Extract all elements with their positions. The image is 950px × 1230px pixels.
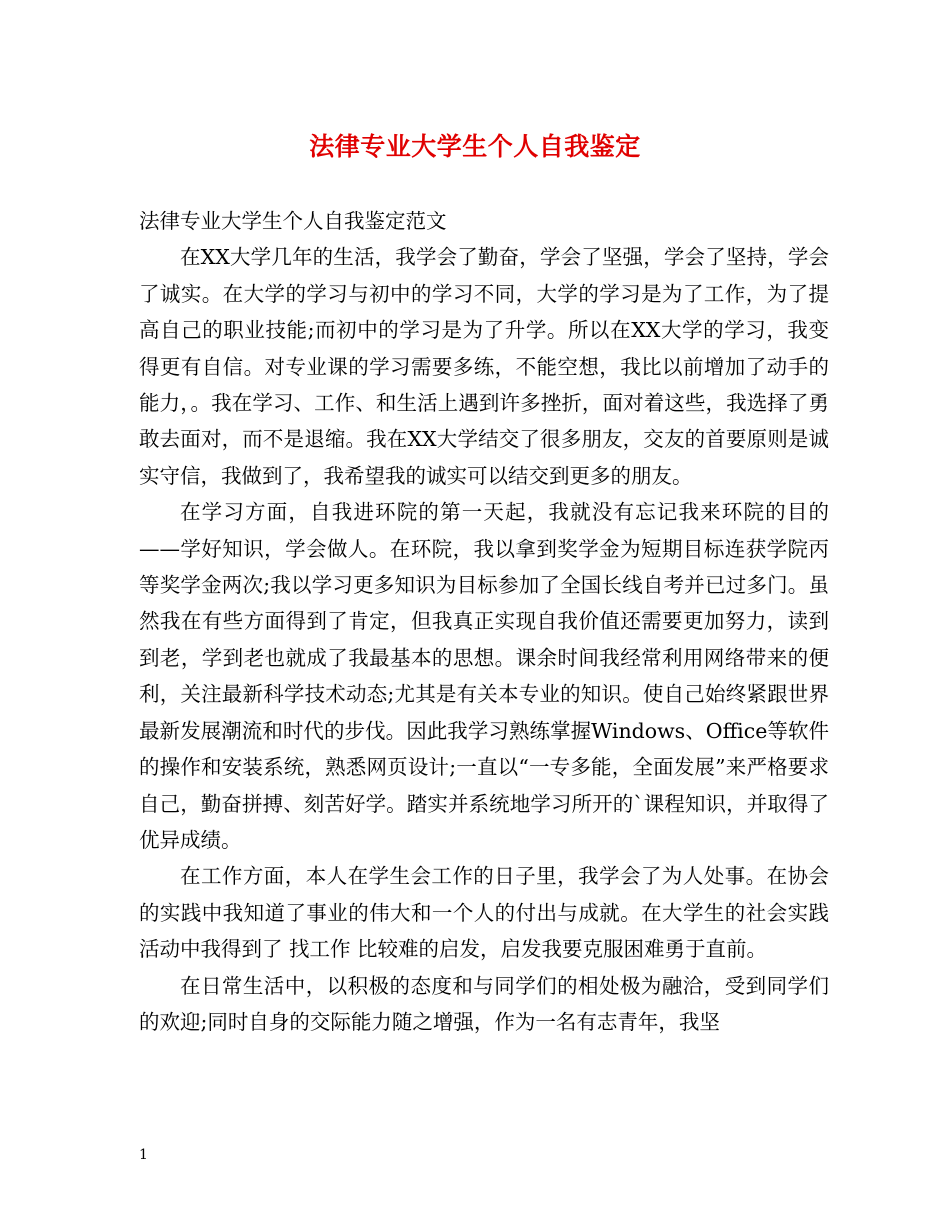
document-body <box>139 203 829 1040</box>
paragraph-1: 在XX大学几年的生活，我学会了勤奋，学会了坚强，学会了坚持，学会了诚实。在大学的学习与初中的学习不同，大学的学习是为了工作，为了提高自己的职业技能;而初中的学习是为了升学。所以在XX大学的学习，我变得更有自信。对专业课的学习需要多练，不能空想，我比以前增加了动手的能力，。我在学习、工作、和生活上遇到许多挫折，面对着这些，我选择了勇敢去面对，而不是退缩。我在XX大学结交了很多朋友，交友的首要原则是诚实守信，我做到了，我希望我的诚实可以结交到更多的朋友。 <box>139 245 829 488</box>
page-number: 1 <box>139 1147 148 1163</box>
document-title: 法律专业大学生个人自我鉴定 <box>309 132 641 161</box>
paragraph-2: 在学习方面，自我进环院的第一天起，我就没有忘记我来环院的目的——学好知识，学会做人。在环院，我以拿到奖学金为短期目标连获学院丙等奖学金两次;我以学习更多知识为目标参加了全国长线自考并已过多门。虽然我在有些方面得到了肯定，但我真正实现自我价值还需要更加努力，读到到老，学到老也就成了我最基本的思想。课余时间我经常利用网络带来的便利，关注最新科学技术动态;尤其是有关本专业的知识。使自己始终紧跟世界最新发展潮流和时代的步伐。因此我学习熟练掌握Windows、Office等软件的操作和安装系统，熟悉网页设计;一直以“一专多能，全面发展”来严格要求自己，勤奋拼搏、刻苦好学。踏实并系统地学习所开的`课程知识，并取得了优异成绩。 <box>139 500 829 852</box>
document-subtitle: 法律专业大学生个人自我鉴定范文 <box>139 209 447 233</box>
paragraph-3: 在工作方面，本人在学生会工作的日子里，我学会了为人处事。在协会的实践中我知道了事业的伟大和一个人的付出与成就。在大学生的社会实践活动中我得到了 找工作 比较难的启发，启发我要克服困难勇于直前。 <box>139 864 829 962</box>
paragraph-4: 在日常生活中，以积极的态度和与同学们的相处极为融洽，受到同学们的欢迎;同时自身的交际能力随之增强，作为一名有志青年，我坚 <box>139 973 829 1034</box>
